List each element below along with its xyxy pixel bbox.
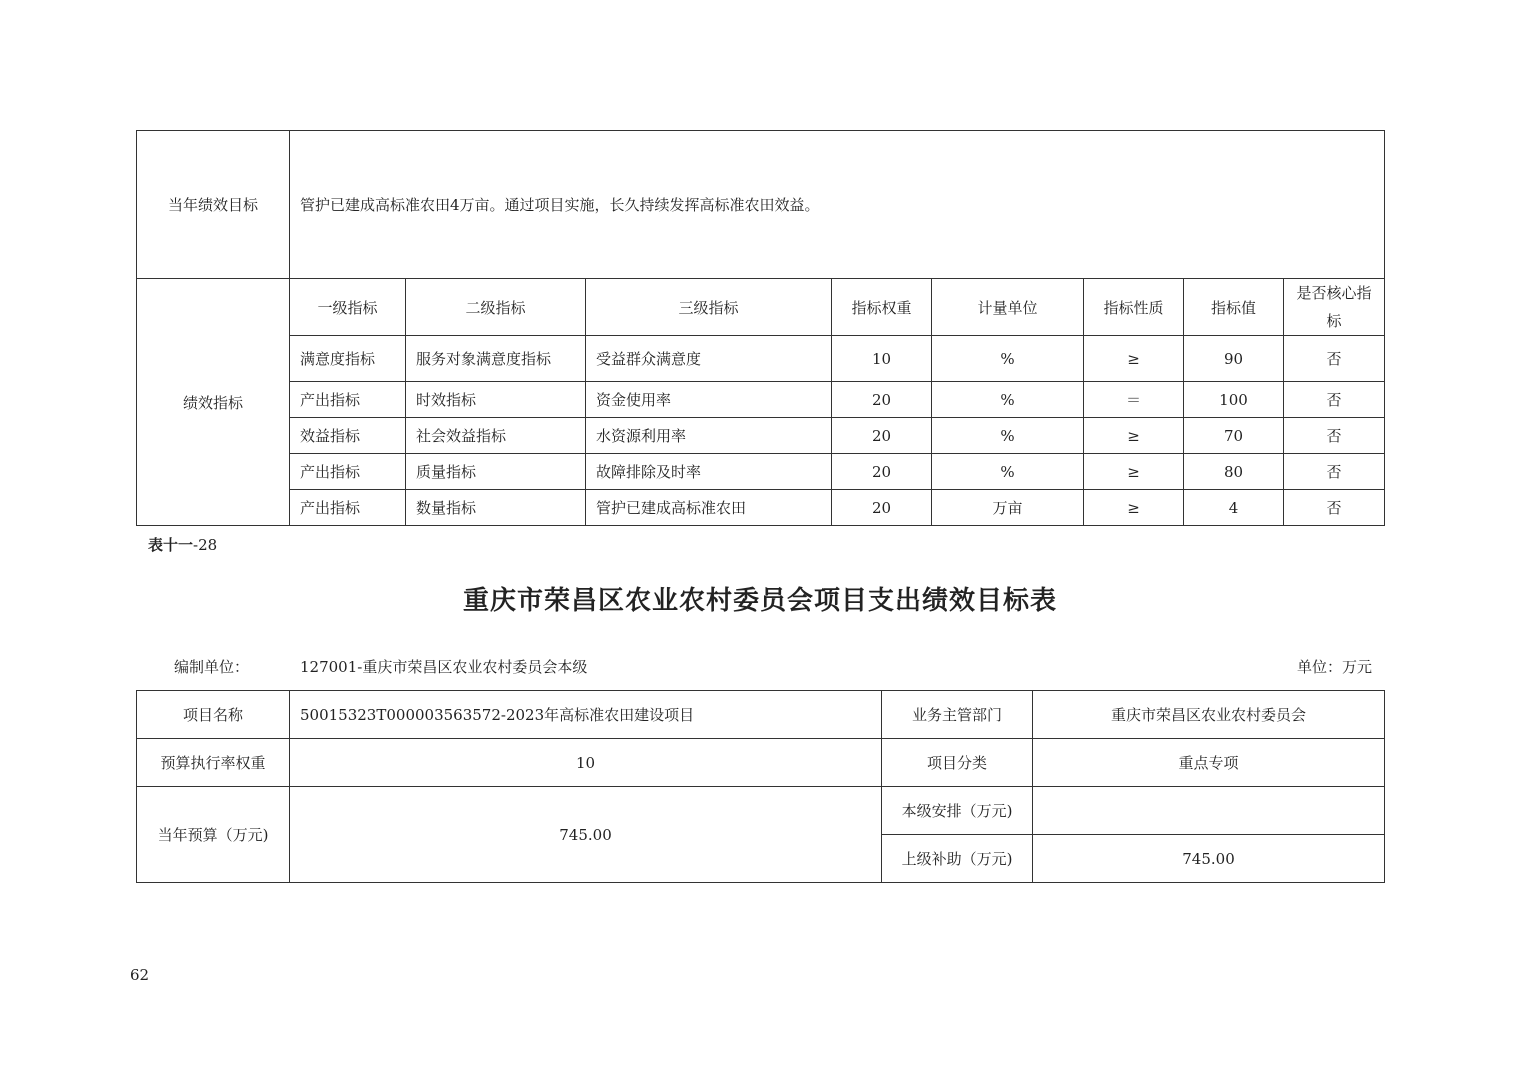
page-number: 62 <box>130 966 150 984</box>
unit-note: 单位：万元 <box>1296 658 1372 676</box>
cell-weight: 10 <box>832 336 932 382</box>
project-name-label: 项目名称 <box>137 691 290 739</box>
header-level3: 三级指标 <box>586 279 832 336</box>
cell-level1: 产出指标 <box>290 454 406 490</box>
cell-nature: ＝ <box>1084 382 1184 418</box>
header-level1: 一级指标 <box>290 279 406 336</box>
cell-unit: % <box>932 454 1084 490</box>
category-value: 重点专项 <box>1033 739 1385 787</box>
cell-nature: ≥ <box>1084 336 1184 382</box>
cell-unit: % <box>932 418 1084 454</box>
cell-level3: 资金使用率 <box>586 382 832 418</box>
cell-weight: 20 <box>832 490 932 526</box>
cell-level3: 受益群众满意度 <box>586 336 832 382</box>
cell-nature: ≥ <box>1084 490 1184 526</box>
cell-level2: 数量指标 <box>406 490 586 526</box>
indicator-label: 绩效指标 <box>137 279 290 526</box>
cell-level3: 故障排除及时率 <box>586 454 832 490</box>
header-value: 指标值 <box>1184 279 1284 336</box>
budget-label: 当年预算（万元) <box>137 787 290 883</box>
cell-level2: 质量指标 <box>406 454 586 490</box>
subsidy-value: 745.00 <box>1033 835 1385 883</box>
cell-value: 100 <box>1184 382 1284 418</box>
cell-weight: 20 <box>832 382 932 418</box>
table-row <box>137 454 1385 490</box>
indicator-header-row <box>137 279 1385 336</box>
cell-level2: 服务对象满意度指标 <box>406 336 586 382</box>
cell-level3: 水资源利用率 <box>586 418 832 454</box>
cell-value: 90 <box>1184 336 1284 382</box>
cell-value: 4 <box>1184 490 1284 526</box>
header-level2: 二级指标 <box>406 279 586 336</box>
cell-level1: 满意度指标 <box>290 336 406 382</box>
cell-weight: 20 <box>832 454 932 490</box>
cell-level2: 社会效益指标 <box>406 418 586 454</box>
exec-rate-value: 10 <box>290 739 882 787</box>
cell-level2: 时效指标 <box>406 382 586 418</box>
local-value <box>1033 787 1385 835</box>
project-name-value: 50015323T000003563572-2023年高标准农田建设项目 <box>290 691 882 739</box>
cell-value: 70 <box>1184 418 1284 454</box>
local-label: 本级安排（万元) <box>882 787 1033 835</box>
caption-prefix: 表十一 <box>148 536 194 554</box>
header-nature: 指标性质 <box>1084 279 1184 336</box>
project-info-table <box>136 690 1385 883</box>
table-caption <box>148 534 217 555</box>
page-title: 重庆市荣昌区农业农村委员会项目支出绩效目标表 <box>462 586 1057 616</box>
cell-level1: 产出指标 <box>290 382 406 418</box>
exec-rate-label: 预算执行率权重 <box>137 739 290 787</box>
cell-weight: 20 <box>832 418 932 454</box>
annual-goal-text: 管护已建成高标准农田4万亩。通过项目实施，长久持续发挥高标准农田效益。 <box>290 131 1385 279</box>
caption-suffix: -28 <box>193 536 218 554</box>
cell-level1: 效益指标 <box>290 418 406 454</box>
cell-unit: 万亩 <box>932 490 1084 526</box>
cell-core: 否 <box>1284 382 1385 418</box>
cell-unit: % <box>932 336 1084 382</box>
header-unit: 计量单位 <box>932 279 1084 336</box>
subsidy-label: 上级补助（万元) <box>882 835 1033 883</box>
cell-core: 否 <box>1284 336 1385 382</box>
cell-nature: ≥ <box>1084 454 1184 490</box>
cell-core: 否 <box>1284 418 1385 454</box>
table-row <box>137 382 1385 418</box>
cell-core: 否 <box>1284 454 1385 490</box>
compiler-value: 127001-重庆市荣昌区农业农村委员会本级 <box>300 658 588 676</box>
cell-level3: 管护已建成高标准农田 <box>586 490 832 526</box>
budget-value: 745.00 <box>290 787 882 883</box>
cell-nature: ≥ <box>1084 418 1184 454</box>
table-row <box>137 336 1385 382</box>
annual-goal-label: 当年绩效目标 <box>137 131 290 279</box>
cell-unit: % <box>932 382 1084 418</box>
category-label: 项目分类 <box>882 739 1033 787</box>
header-core: 是否核心指标 <box>1284 279 1385 336</box>
header-weight: 指标权重 <box>832 279 932 336</box>
compiler-label: 编制单位： <box>174 658 250 676</box>
dept-label: 业务主管部门 <box>882 691 1033 739</box>
cell-level1: 产出指标 <box>290 490 406 526</box>
performance-indicator-table <box>136 130 1385 526</box>
cell-value: 80 <box>1184 454 1284 490</box>
table-row <box>137 418 1385 454</box>
dept-value: 重庆市荣昌区农业农村委员会 <box>1033 691 1385 739</box>
cell-core: 否 <box>1284 490 1385 526</box>
table-row <box>137 490 1385 526</box>
